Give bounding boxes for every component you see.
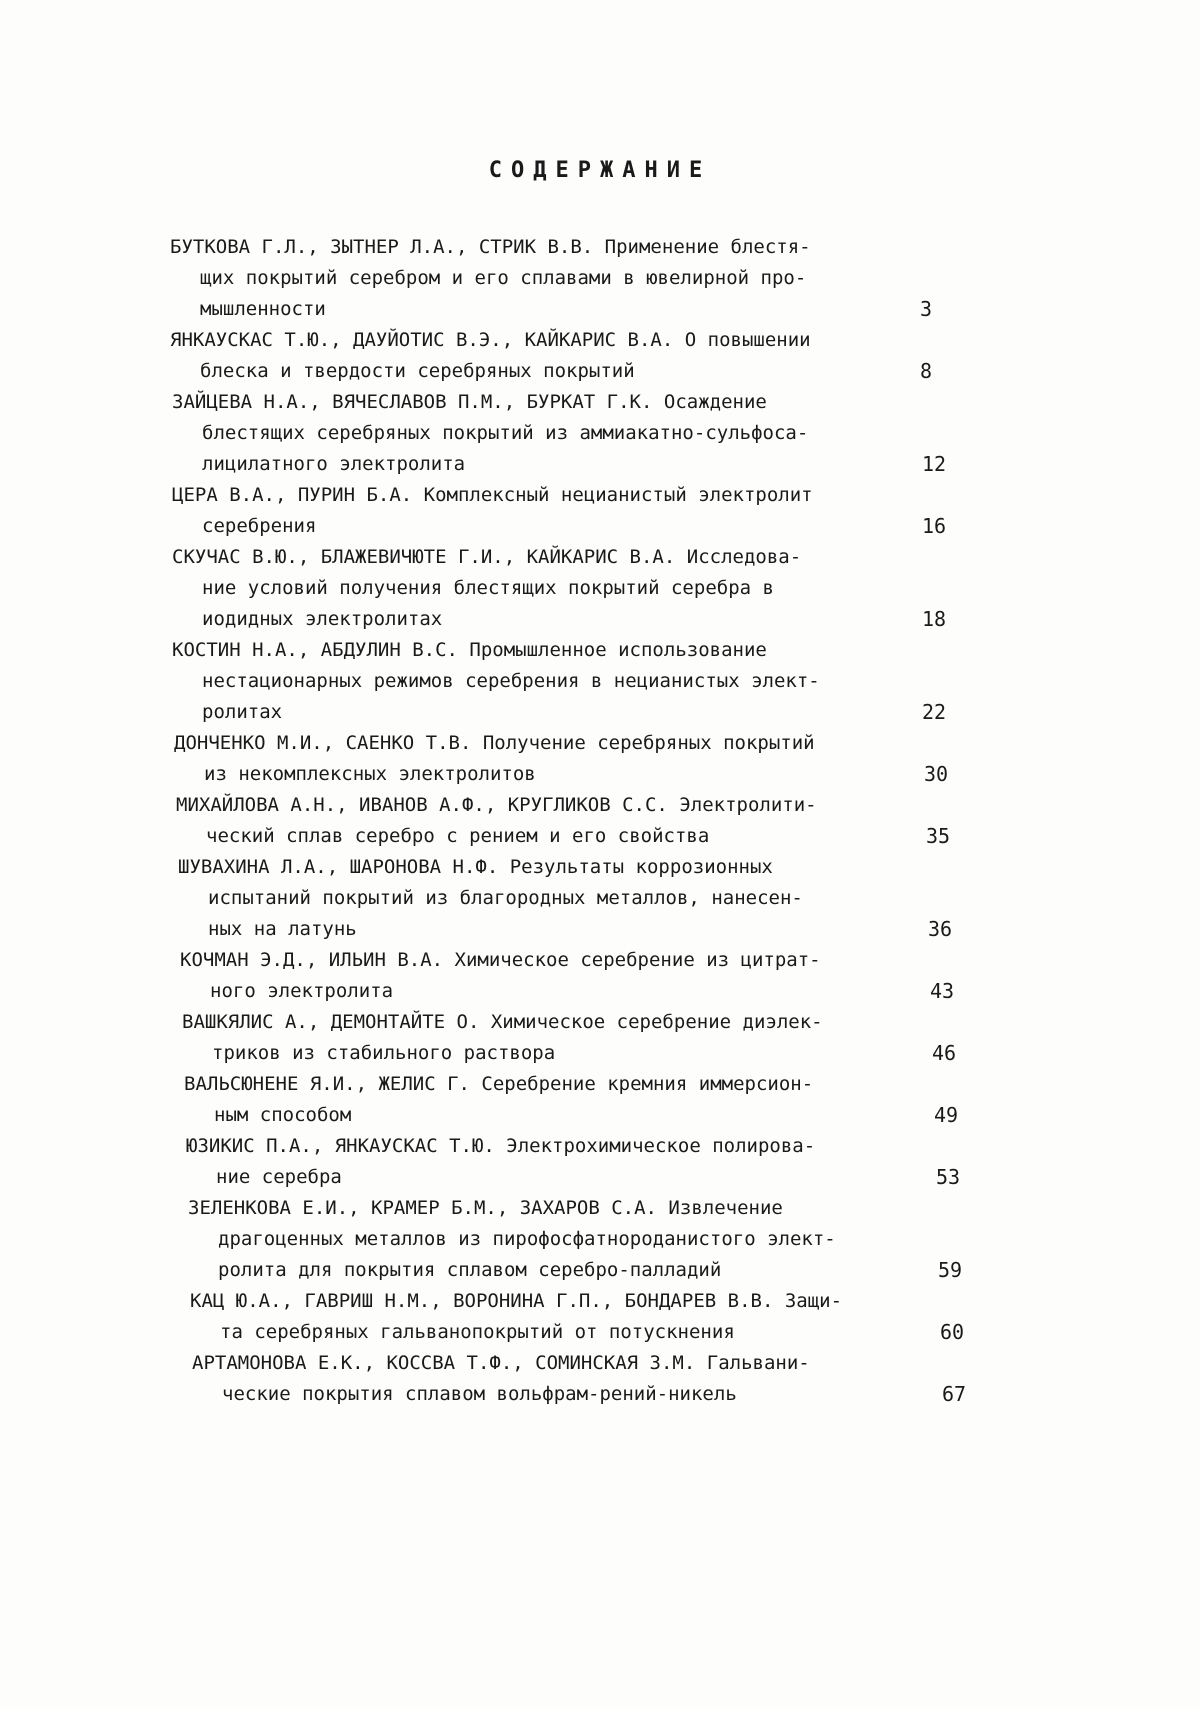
toc-entry-line: иодидных электролитах (202, 608, 443, 630)
toc-entry (172, 387, 947, 480)
toc-entry-line: блестящих серебряных покрытий из аммиакатно-сульфоса- (202, 422, 809, 444)
toc-entry (184, 1069, 959, 1131)
toc-entry (182, 1007, 957, 1069)
toc-entry (190, 1286, 965, 1348)
toc-entry-text (170, 232, 930, 325)
toc-entry-text (180, 945, 940, 1007)
toc-entry (188, 1193, 963, 1286)
toc-page-number: 43 (930, 979, 955, 1003)
toc-entry-line: ЯНКАУСКАС Т.Ю., ДАУЙОТИС В.Э., КАЙКАРИС В.А. О повышении (170, 329, 811, 351)
toc-entry-text (172, 635, 932, 728)
toc-list (0, 232, 1200, 1410)
toc-entry-line: ВАЛЬСЮНЕНЕ Я.И., ЖЕЛИС Г. Серебрение кремния иммерсион- (184, 1073, 814, 1095)
toc-entry-line: ческий сплав серебро с рением и его свойства (206, 825, 710, 847)
toc-entry-line: ных на латунь (208, 918, 357, 940)
toc-entry-line: ЗЕЛЕНКОВА Е.И., КРАМЕР Б.М., ЗАХАРОВ С.А. Извлечение (188, 1197, 783, 1219)
toc-entry-line: блеска и твердости серебряных покрытий (200, 360, 635, 382)
toc-page-number: 12 (922, 452, 947, 476)
toc-entry-line: нестационарных режимов серебрения в нецианистых элект- (202, 670, 820, 692)
toc-entry-line: КОСТИН Н.А., АБДУЛИН В.С. Промышленное использование (172, 639, 767, 661)
toc-entry-line: ролитах (202, 701, 283, 723)
toc-entry-text (192, 1348, 952, 1410)
toc-entry (180, 945, 955, 1007)
toc-entry-line: щих покрытий серебром и его сплавами в ювелирной про- (200, 267, 807, 289)
toc-entry-text (174, 728, 934, 790)
toc-page-number: 3 (920, 297, 933, 321)
toc-entry-line: ного электролита (210, 980, 394, 1002)
toc-entry-line: КОЧМАН Э.Д., ИЛЬИН В.А. Химическое серебрение из цитрат- (180, 949, 821, 971)
toc-entry-line: ние условий получения блестящих покрытий серебра в (202, 577, 774, 599)
toc-entry-line: БУТКОВА Г.Л., ЗЫТНЕР Л.А., СТРИК В.В. Применение блестя- (170, 236, 811, 258)
toc-entry-line: из некомплексных электролитов (204, 763, 536, 785)
toc-entry-line: мышленности (200, 298, 326, 320)
toc-entry-line: ЮЗИКИС П.А., ЯНКАУСКАС Т.Ю. Электрохимическое полирова- (186, 1135, 816, 1157)
toc-entry-line: лицилатного электролита (202, 453, 466, 475)
toc-entry (172, 542, 947, 635)
toc-entry-line: ческие покрытия сплавом вольфрам-рений-никель (222, 1383, 737, 1405)
toc-entry-text (186, 1131, 946, 1193)
toc-entry-line: триков из стабильного раствора (212, 1042, 556, 1064)
toc-entry-line: та серебряных гальванопокрытий от потускнения (220, 1321, 735, 1343)
toc-entry-line: ЦЕРА В.А., ПУРИН Б.А. Комплексный нецианистый электролит (172, 484, 813, 506)
toc-entry-line: КАЦ Ю.А., ГАВРИШ Н.М., ВОРОНИНА Г.П., БОНДАРЕВ В.В. Защи- (190, 1290, 843, 1312)
toc-entry (186, 1131, 961, 1193)
toc-page-number: 67 (942, 1382, 967, 1406)
toc-page-number: 60 (940, 1320, 965, 1344)
toc-entry (172, 635, 947, 728)
toc-entry (176, 790, 951, 852)
toc-entry-line: испытаний покрытий из благородных металлов, нанесен- (208, 887, 803, 909)
toc-entry-text (184, 1069, 944, 1131)
toc-entry-line: АРТАМОНОВА Е.К., КОССВА Т.Ф., СОМИНСКАЯ З.М. Гальвани- (192, 1352, 810, 1374)
toc-entry (192, 1348, 967, 1410)
toc-entry-line: МИХАЙЛОВА А.Н., ИВАНОВ А.Ф., КРУГЛИКОВ С.С. Электролити- (176, 794, 817, 816)
toc-entry-text (190, 1286, 950, 1348)
toc-entry (178, 852, 953, 945)
toc-page-number: 30 (924, 762, 949, 786)
toc-entry-text (188, 1193, 948, 1286)
toc-entry-line: ролита для покрытия сплавом серебро-палладий (218, 1259, 722, 1281)
toc-page-number: 8 (920, 359, 933, 383)
toc-page-number: 59 (938, 1258, 963, 1282)
toc-entry-line: серебрения (202, 515, 317, 537)
toc-entry-line: ние серебра (216, 1166, 342, 1188)
toc-page-number: 53 (936, 1165, 961, 1189)
toc-entry-text (182, 1007, 942, 1069)
toc-entry-line: ДОНЧЕНКО М.И., САЕНКО Т.В. Получение серебряных покрытий (174, 732, 815, 754)
toc-entry-text (178, 852, 938, 945)
toc-entry-text (172, 480, 932, 542)
toc-page-number: 46 (932, 1041, 957, 1065)
toc-page-number: 36 (928, 917, 953, 941)
toc-entry (174, 728, 949, 790)
toc-entry-line: ным способом (214, 1104, 352, 1126)
toc-page-number: 18 (922, 607, 947, 631)
toc-entry (172, 480, 947, 542)
toc-entry-text (172, 387, 932, 480)
toc-entry-line: ВАШКЯЛИС А., ДЕМОНТАЙТЕ О. Химическое серебрение диэлек- (182, 1011, 823, 1033)
toc-entry-text (170, 325, 930, 387)
toc-page-number: 16 (922, 514, 947, 538)
toc-entry-line: ШУВАХИНА Л.А., ШАРОНОВА Н.Ф. Результаты коррозионных (178, 856, 773, 878)
toc-entry-line: драгоценных металлов из пирофосфатнороданистого элект- (218, 1228, 836, 1250)
toc-entry (170, 325, 933, 387)
toc-page-number: 35 (926, 824, 951, 848)
toc-entry (170, 232, 933, 325)
page-title: СОДЕРЖАНИЕ (488, 158, 712, 183)
toc-entry-line: ЗАЙЦЕВА Н.А., ВЯЧЕСЛАВОВ П.М., БУРКАТ Г.К. Осаждение (172, 391, 767, 413)
toc-entry-line: СКУЧАС В.Ю., БЛАЖЕВИЧЮТЕ Г.И., КАЙКАРИС В.А. Исследова- (172, 546, 802, 568)
toc-entry-text (172, 542, 932, 635)
toc-entry-text (176, 790, 936, 852)
toc-page-number: 22 (922, 700, 947, 724)
toc-page-number: 49 (934, 1103, 959, 1127)
